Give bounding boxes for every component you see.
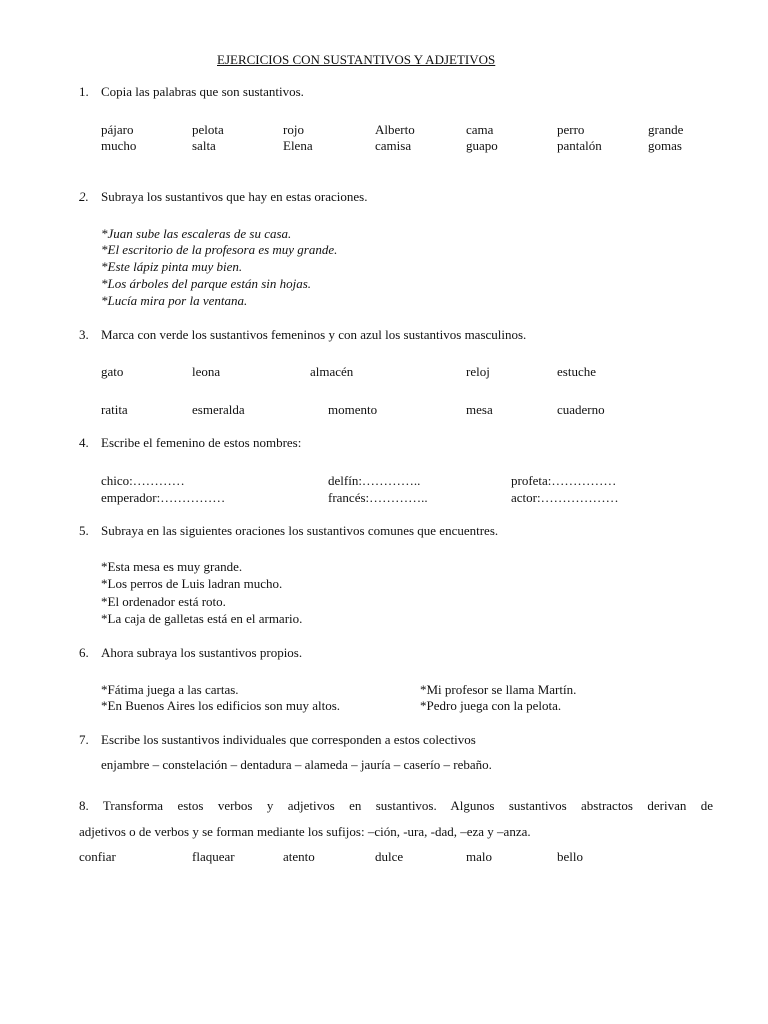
ex2-sentence: *Lucía mira por la ventana. — [101, 293, 248, 308]
ex1-word: Alberto — [375, 122, 415, 137]
page-title: EJERCICIOS CON SUSTANTIVOS Y ADJETIVOS — [217, 52, 496, 67]
ex6-sentence: *Pedro juega con la pelota. — [420, 698, 562, 713]
ex2-sentence: *El escritorio de la profesora es muy grande. — [101, 242, 338, 257]
ex3-word: reloj — [466, 364, 490, 379]
ex5-sentence: *El ordenador está roto. — [101, 594, 226, 609]
ex2-sentence: *Los árboles del parque están sin hojas. — [101, 276, 312, 291]
ex8-instruction-line2: adjetivos o de verbos y se forman mediante los sufijos: –ción, -ura, -dad, –eza y –anza. — [79, 824, 531, 839]
ex1-word: grande — [648, 122, 684, 137]
ex8-word: bello — [557, 849, 583, 864]
ex4-blank: chico:………… — [101, 473, 185, 488]
ex8-word: flaquear — [192, 849, 235, 864]
ex4-instruction: Escribe el femenino de estos nombres: — [101, 435, 302, 450]
ex1-word: Elena — [283, 138, 313, 153]
ex1-word: pantalón — [557, 138, 602, 153]
ex8-word: confiar — [79, 849, 116, 864]
ex5-sentence: *Esta mesa es muy grande. — [101, 559, 243, 574]
ex5-sentence: *Los perros de Luis ladran mucho. — [101, 576, 283, 591]
ex1-word: gomas — [648, 138, 682, 153]
ex4-blank: francés:………….. — [328, 490, 428, 505]
ex6-sentence: *Mi profesor se llama Martín. — [420, 682, 577, 697]
ex1-word: pelota — [192, 122, 224, 137]
ex3-word: leona — [192, 364, 221, 379]
ex8-word: atento — [283, 849, 315, 864]
ex3-word: estuche — [557, 364, 596, 379]
ex8-word: malo — [466, 849, 492, 864]
ex3-word: gato — [101, 364, 124, 379]
ex3-instruction: Marca con verde los sustantivos femeninos y con azul los sustantivos masculinos. — [101, 327, 527, 342]
ex3-word: esmeralda — [192, 402, 245, 417]
ex5-number: 5. — [79, 523, 89, 538]
ex7-collectives: enjambre – constelación – dentadura – alameda – jauría – caserío – rebaño. — [101, 757, 492, 772]
ex1-word: camisa — [375, 138, 412, 153]
ex1-word: perro — [557, 122, 585, 137]
ex2-number: 2. — [79, 189, 89, 204]
ex1-word: pájaro — [101, 122, 134, 137]
ex3-word: almacén — [310, 364, 354, 379]
ex4-blank: profeta:…………… — [511, 473, 617, 488]
ex3-word: cuaderno — [557, 402, 605, 417]
ex6-sentence: *Fátima juega a las cartas. — [101, 682, 239, 697]
ex5-instruction: Subraya en las siguientes oraciones los sustantivos comunes que encuentres. — [101, 523, 499, 538]
ex1-number: 1. — [79, 84, 89, 99]
ex3-word: ratita — [101, 402, 128, 417]
ex1-word: cama — [466, 122, 494, 137]
ex7-number: 7. — [79, 732, 89, 747]
ex2-sentence: *Juan sube las escaleras de su casa. — [101, 226, 292, 241]
ex7-instruction: Escribe los sustantivos individuales que corresponden a estos colectivos — [101, 732, 476, 747]
ex1-instruction: Copia las palabras que son sustantivos. — [101, 84, 304, 99]
ex8-instruction-line1: 8. Transforma estos verbos y adjetivos en sustantivos. Algunos sustantivos abstractos derivan de — [79, 798, 713, 813]
ex6-number: 6. — [79, 645, 89, 660]
ex2-instruction: Subraya los sustantivos que hay en estas oraciones. — [101, 189, 368, 204]
ex5-sentence: *La caja de galletas está en el armario. — [101, 611, 303, 626]
ex4-blank: emperador:…………… — [101, 490, 226, 505]
ex1-word: mucho — [101, 138, 137, 153]
ex4-number: 4. — [79, 435, 89, 450]
ex1-word: guapo — [466, 138, 498, 153]
ex1-word: rojo — [283, 122, 304, 137]
ex1-word: salta — [192, 138, 216, 153]
ex4-blank: actor:……………… — [511, 490, 619, 505]
ex3-word: momento — [328, 402, 378, 417]
ex6-instruction: Ahora subraya los sustantivos propios. — [101, 645, 303, 660]
ex8-word: dulce — [375, 849, 404, 864]
ex4-blank: delfín:………….. — [328, 473, 421, 488]
ex2-sentence: *Este lápiz pinta muy bien. — [101, 259, 243, 274]
ex3-number: 3. — [79, 327, 89, 342]
ex3-word: mesa — [466, 402, 493, 417]
ex6-sentence: *En Buenos Aires los edificios son muy altos. — [101, 698, 341, 713]
